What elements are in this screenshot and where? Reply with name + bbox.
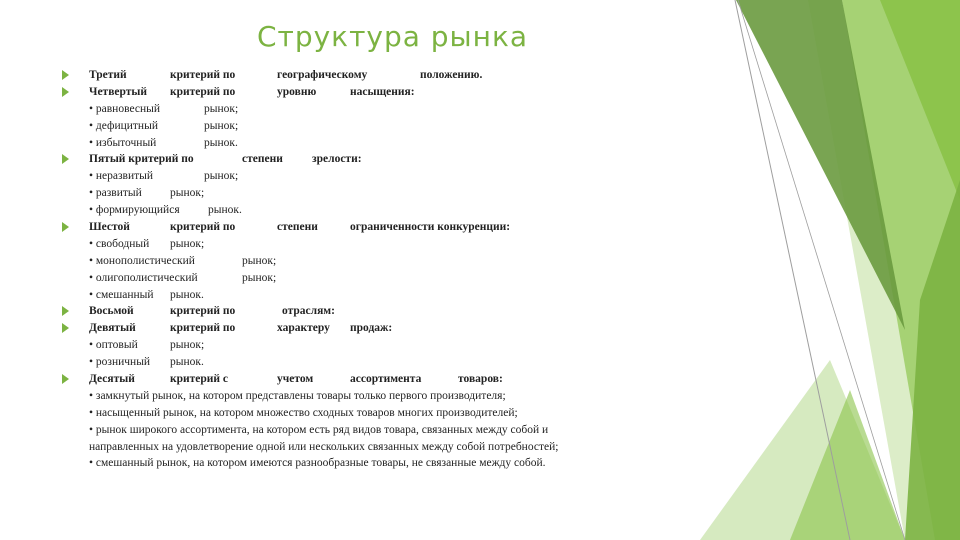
list-item xyxy=(62,118,682,135)
triangle-bullet-icon xyxy=(62,154,69,164)
triangle-bullet-icon xyxy=(62,87,69,97)
triangle-bullet-icon xyxy=(62,306,69,316)
slide-title: Структура рынка xyxy=(256,20,529,53)
text-segment: • оптовый xyxy=(89,339,138,352)
triangle-bullet-icon xyxy=(62,374,69,384)
list-item xyxy=(62,270,682,287)
text-segment: • смешанный xyxy=(89,288,154,301)
list-item xyxy=(62,101,682,118)
text-segment: рынок. xyxy=(208,204,242,217)
text-segment: • формирующийся xyxy=(89,204,180,217)
text-segment: рынок; xyxy=(170,237,205,250)
list-item xyxy=(62,388,682,405)
text-segment: зрелости: xyxy=(312,153,362,166)
text-segment: критерий по xyxy=(170,221,236,234)
text-segment: ассортимента xyxy=(350,373,422,386)
text-segment: критерий с xyxy=(170,373,229,386)
text-segment: географическому xyxy=(277,69,368,81)
text-segment: • розничный xyxy=(89,356,151,369)
market-structure-list xyxy=(62,67,682,472)
criterion-heading xyxy=(62,371,682,388)
text-segment: критерий по xyxy=(170,322,236,335)
text-segment: • дефицитный xyxy=(89,119,158,132)
list-item xyxy=(62,253,682,270)
text-segment: положению. xyxy=(420,69,483,81)
text-segment: критерий по xyxy=(170,85,236,98)
list-item xyxy=(62,236,682,253)
text-segment: рынок; xyxy=(170,339,205,352)
text-segment: уровню xyxy=(277,85,317,98)
text-segment: направленных на удовлетворение одной или нескольких связанных между собой потребностей; xyxy=(89,440,559,453)
text-segment: Третий xyxy=(89,69,127,81)
text-segment: рынок; xyxy=(204,119,239,132)
list-item xyxy=(62,202,682,219)
text-segment: Пятый критерий по xyxy=(89,153,194,166)
criterion-heading xyxy=(62,67,682,84)
text-segment: ограниченности конкуренции: xyxy=(350,221,511,234)
list-item xyxy=(62,455,682,472)
text-segment: учетом xyxy=(277,373,314,386)
text-segment: рынок. xyxy=(170,356,204,369)
list-item xyxy=(62,422,682,439)
text-segment: Шестой xyxy=(89,221,130,234)
text-segment: • рынок широкого ассортимента, на котором есть ряд видов товара, связанных между собой и xyxy=(89,423,549,436)
list-item xyxy=(62,354,682,371)
text-segment: степени xyxy=(242,153,283,166)
triangle-bullet-icon xyxy=(62,323,69,333)
criterion-heading xyxy=(62,151,682,168)
text-segment: • развитый xyxy=(89,187,142,200)
list-item xyxy=(62,168,682,185)
text-segment: рынок; xyxy=(204,102,239,115)
list-item xyxy=(62,405,682,422)
list-item xyxy=(62,185,682,202)
text-segment: товаров: xyxy=(458,373,503,386)
list-item xyxy=(62,287,682,304)
text-segment: Восьмой xyxy=(89,305,134,318)
text-segment: рынок. xyxy=(204,136,238,149)
text-segment: рынок; xyxy=(204,170,239,183)
text-segment: • неразвитый xyxy=(89,170,154,183)
text-segment: • замкнутый рынок, на котором представлены товары только первого производителя; xyxy=(89,389,506,402)
text-segment: • монополистический xyxy=(89,254,195,267)
text-segment: рынок. xyxy=(170,288,204,301)
text-segment: • избыточный xyxy=(89,136,157,149)
triangle-bullet-icon xyxy=(62,70,69,80)
criterion-heading xyxy=(62,84,682,101)
text-segment: отраслям: xyxy=(282,305,335,318)
text-segment: критерий по xyxy=(170,305,236,318)
text-segment: насыщения: xyxy=(350,85,415,98)
text-segment: продаж: xyxy=(350,322,393,335)
text-segment: рынок; xyxy=(170,187,205,200)
text-segment: степени xyxy=(277,221,318,234)
triangle-bullet-icon xyxy=(62,222,69,232)
text-segment: Девятый xyxy=(89,322,136,335)
text-segment: Десятый xyxy=(89,373,135,386)
text-segment: • смешанный рынок, на котором имеются разнообразные товары, не связанные между собой. xyxy=(89,457,546,470)
list-item xyxy=(62,135,682,152)
list-item xyxy=(62,337,682,354)
list-item xyxy=(62,439,682,456)
text-segment: характеру xyxy=(277,322,330,335)
criterion-heading xyxy=(62,320,682,337)
text-segment: критерий по xyxy=(170,69,236,81)
text-segment: рынок; xyxy=(242,271,277,284)
text-segment: • свободный xyxy=(89,237,150,250)
text-segment: рынок; xyxy=(242,254,277,267)
text-segment: • олигополистический xyxy=(89,271,198,284)
criterion-heading xyxy=(62,219,682,236)
criterion-heading xyxy=(62,303,682,320)
text-segment: Четвертый xyxy=(89,85,148,98)
text-segment: • насыщенный рынок, на котором множество сходных товаров многих производителей; xyxy=(89,406,518,419)
text-segment: • равновесный xyxy=(89,102,160,115)
